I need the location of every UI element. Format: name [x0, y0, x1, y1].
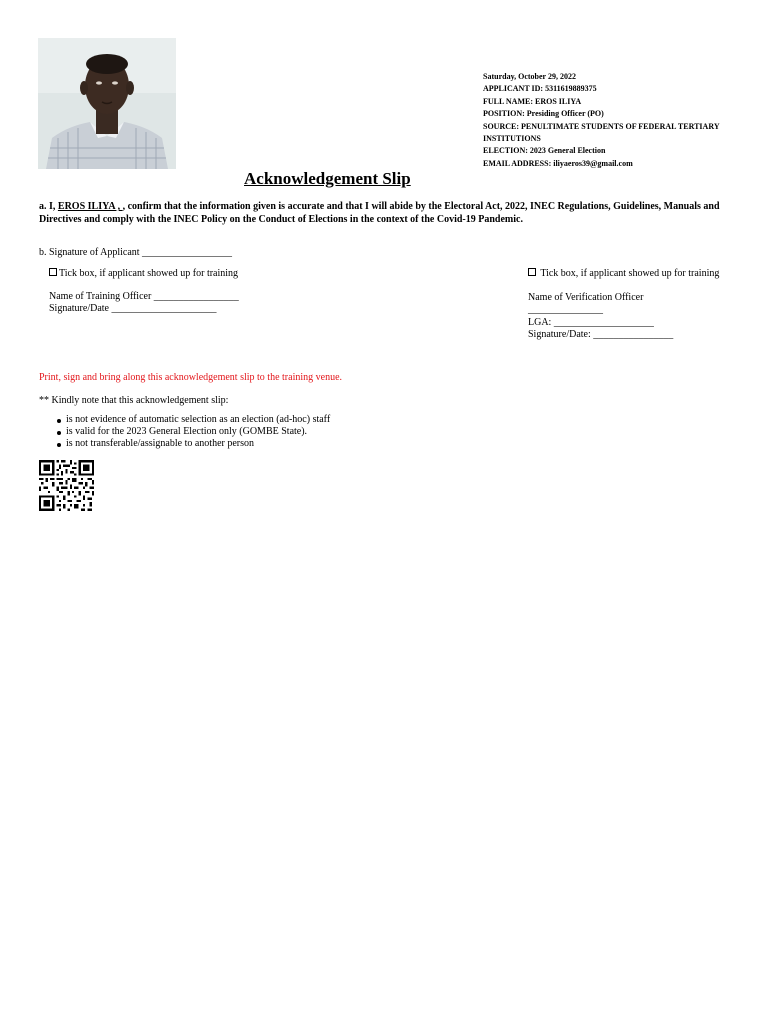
full-name: FULL NAME: EROS ILIYA: [483, 96, 582, 106]
training-officer-name-line: Name of Training Officer _________________: [49, 291, 239, 302]
verification-officer-section: [528, 268, 728, 342]
declaration-paragraph: [39, 200, 734, 226]
qr-code: [39, 460, 94, 511]
applicant-id: APPLICANT ID: 5311619889375: [483, 84, 597, 94]
source: SOURCE: PENULTIMATE STUDENTS OF FEDERAL TERTIARY INSTITUTIONS: [483, 121, 720, 144]
applicant-info: [483, 71, 753, 170]
training-tick-label: Tick box, if applicant showed up for training: [59, 268, 239, 279]
position: POSITION: Presiding Officer (PO): [483, 109, 604, 119]
print-date: Saturday, October 29, 2022: [483, 72, 576, 81]
list-item: is not evidence of automatic selection as an election (ad-hoc) staff: [57, 414, 330, 426]
declaration-prefix: a. I,: [39, 201, 58, 212]
notes-list: [57, 414, 330, 450]
verification-tick-label: Tick box, if applicant showed up for training: [538, 268, 720, 279]
applicant-signature-line: b. Signature of Applicant __________________: [39, 247, 233, 258]
applicant-photo: [38, 38, 176, 169]
training-officer-section: [49, 268, 349, 315]
email-address: EMAIL ADDRESS: iliyaeros39@gmail.com: [483, 158, 633, 168]
training-tick-row: [49, 268, 349, 280]
declaration-body: , confirm that the information given is accurate and that I will abide by the Electoral Act, 2022, INEC Regulations, Guidelines, Manuals and Directives and comply with the INEC Policy on the Conduct of Elections in the context of the Covid-19 Pandemic.: [39, 201, 720, 225]
applicant-photo-image: [38, 38, 176, 169]
list-item: is valid for the 2023 General Election only (GOMBE State).: [57, 426, 330, 438]
training-officer-signature-line: Signature/Date _____________________: [49, 303, 217, 314]
page-title: Acknowledgement Slip: [244, 169, 411, 188]
lga-line: LGA: ____________________: [528, 316, 654, 328]
verification-checkbox[interactable]: [528, 268, 536, 276]
verification-officer-name-label: Name of Verification Officer: [528, 291, 644, 303]
verification-tick-row: [528, 268, 728, 281]
election: ELECTION: 2023 General Election: [483, 146, 606, 156]
verification-signature-line: Signature/Date: ________________: [528, 329, 674, 340]
print-instruction: Print, sign and bring along this acknowledgement slip to the training venue.: [39, 372, 343, 383]
training-checkbox[interactable]: [49, 268, 57, 276]
declaration-name: EROS ILIYA ,: [57, 201, 123, 212]
list-item: is not transferable/assignable to another person: [57, 438, 330, 450]
verification-officer-name-line: _______________: [528, 304, 603, 315]
notes-intro: ** Kindly note that this acknowledgement slip:: [39, 395, 229, 406]
